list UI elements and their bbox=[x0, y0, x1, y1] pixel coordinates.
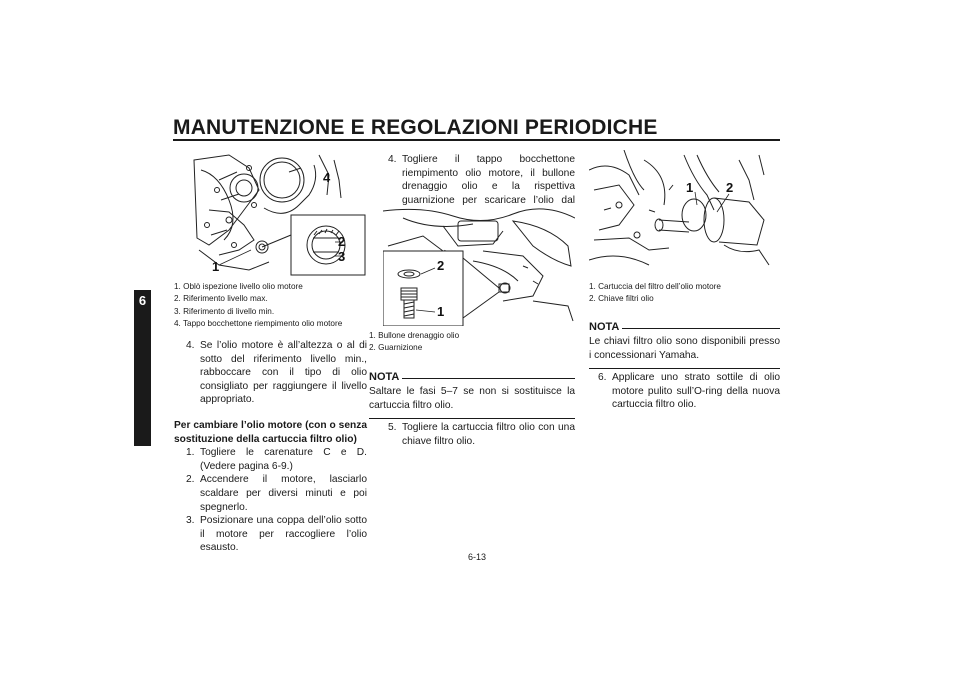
caption-item: 1. Oblò ispezione livello olio motore bbox=[174, 282, 303, 291]
nota-text: Saltare le fasi 5–7 se non si sostituisce la cartuccia filtro olio. bbox=[369, 386, 575, 411]
step-text: Togliere la cartuccia filtro olio con una chiave filtro olio. bbox=[402, 422, 575, 447]
figure1-callout-2: 2 bbox=[338, 234, 346, 249]
nota-box-right bbox=[589, 321, 780, 369]
step-5: 5. Togliere la cartuccia filtro olio con una chiave filtro olio. bbox=[388, 422, 575, 447]
oil-filter-illustration bbox=[589, 150, 779, 278]
caption-item: 3. Riferimento di livello min. bbox=[174, 306, 275, 316]
figure3-caption bbox=[589, 281, 721, 306]
figure2-callout-2: 2 bbox=[437, 258, 445, 273]
step-text: Togliere il tappo bocchettone riempimento olio motore, il bullone drenaggio olio e la rispettiva guarnizione per scaricare l’olio dal bbox=[402, 154, 575, 206]
nota-box-middle bbox=[369, 371, 575, 419]
step-6: 6. Applicare uno strato sottile di olio motore pulito sull’O-ring della nuova cartuccia filtro olio. bbox=[598, 372, 780, 411]
page-number: 6-13 bbox=[468, 552, 487, 562]
step-text: Applicare uno strato sottile di olio motore pulito sull’O-ring della nuova cartuccia filtro olio. bbox=[612, 372, 780, 411]
nota-rule bbox=[622, 328, 780, 329]
step-text: Se l’olio motore è all’altezza o al di sotto del riferimento livello min., rabboccare con il tipo di olio consigliato per raggiungere il livello appropriato. bbox=[200, 340, 367, 406]
caption-item: 2. Guarnizione bbox=[369, 343, 423, 353]
engine-illustration bbox=[189, 150, 367, 278]
caption-item: 1. Cartuccia del filtro dell’olio motore bbox=[589, 282, 721, 291]
chapter-tab: 6 bbox=[134, 290, 151, 446]
step-2: 2. Accendere il motore, lasciarlo scaldare per diversi minuti e poi spegnerlo. bbox=[186, 474, 367, 513]
figure3-callout-1: 1 bbox=[686, 180, 694, 195]
caption-item: 4. Tappo bocchettone riempimento olio motore bbox=[174, 318, 343, 328]
step-text: Togliere le carenature C e D. (Vedere pagina 6-9.) bbox=[200, 447, 367, 472]
nota-rule bbox=[402, 378, 575, 379]
figure2-callout-1: 1 bbox=[437, 304, 445, 319]
drain-bolt-illustration bbox=[383, 206, 575, 326]
figure1-caption bbox=[174, 281, 342, 330]
nota-end-rule bbox=[589, 368, 780, 369]
nota-title: NOTA bbox=[589, 321, 620, 333]
nota-end-rule bbox=[369, 418, 575, 419]
step-4-middle: 4. Togliere il tappo bocchettone riempimento olio motore, il bullone drenaggio olio e la rispettiva guarnizione per scaricare l’olio dal bbox=[388, 153, 575, 221]
figure-oil-filter bbox=[589, 150, 779, 278]
figure1-callout-4: 4 bbox=[323, 170, 331, 185]
step-1: 1. Togliere le carenature C e D. (Vedere pagina 6-9.) bbox=[186, 447, 367, 472]
figure3-callout-2: 2 bbox=[726, 180, 734, 195]
figure-oil-level-window bbox=[189, 150, 367, 278]
figure-drain-bolt bbox=[383, 206, 575, 326]
figure2-caption bbox=[369, 330, 459, 355]
right-step-6 bbox=[598, 371, 780, 412]
step-text: Posizionare una coppa dell’olio sotto il motore per raccogliere l’olio esausto. bbox=[200, 515, 367, 554]
header-rule bbox=[173, 139, 780, 141]
figure1-callout-3: 3 bbox=[338, 249, 346, 264]
section-heading: Per cambiare l’olio motore (con o senza sostituzione della cartuccia filtro olio) bbox=[174, 419, 367, 445]
nota-title: NOTA bbox=[369, 371, 400, 383]
page-title: MANUTENZIONE E REGOLAZIONI PERIODICHE bbox=[173, 116, 658, 139]
step-text: Accendere il motore, lasciarlo scaldare per diversi minuti e poi spegnerlo. bbox=[200, 474, 367, 513]
figure1-callout-1: 1 bbox=[212, 259, 220, 274]
nota-text: Le chiavi filtro olio sono disponibili presso i concessionari Yamaha. bbox=[589, 336, 780, 361]
caption-item: 1. Bullone drenaggio olio bbox=[369, 331, 460, 340]
step-4-left: 4. Se l’olio motore è all’altezza o al di sotto del riferimento livello min., rabboccare con il tipo di olio consigliato per raggiungere il livello appropriato. bbox=[186, 340, 367, 406]
left-column-text bbox=[174, 339, 367, 555]
caption-item: 2. Chiave filtri olio bbox=[589, 294, 654, 304]
step-3: 3. Posizionare una coppa dell’olio sotto il motore per raccogliere l’olio esausto. bbox=[186, 515, 367, 554]
middle-step-5 bbox=[388, 421, 575, 448]
caption-item: 2. Riferimento livello max. bbox=[174, 294, 268, 304]
